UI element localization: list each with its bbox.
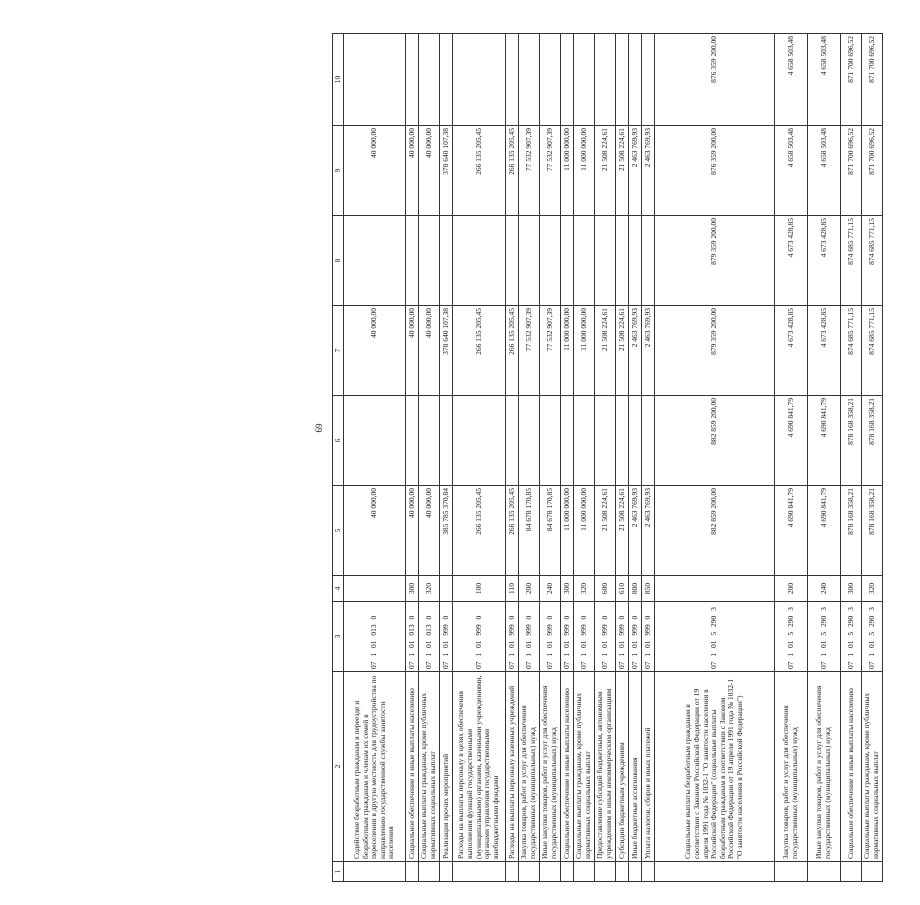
- cell-col6: [574, 396, 595, 486]
- cell-code: 07 1 01 999 0: [629, 602, 642, 672]
- cell-col10: [642, 34, 655, 126]
- cell-col1: [540, 862, 561, 882]
- cell-col8: [595, 216, 616, 306]
- cell-col8: 874 685 771,15: [862, 216, 883, 306]
- cell-col7: 4 673 428,85: [808, 306, 841, 396]
- cell-col1: [453, 862, 506, 882]
- cell-col6: 878 168 358,21: [841, 396, 862, 486]
- table-row: [440, 34, 453, 882]
- cell-col7: 874 685 771,15: [841, 306, 862, 396]
- table-row: [642, 34, 655, 882]
- cell-col5: 882 859 200,00: [655, 486, 775, 576]
- cell-col1: [775, 862, 808, 882]
- cell-name: Социальные выплаты гражданам, кроме публичных нормативных социальных выплат: [419, 672, 440, 862]
- cell-col8: [574, 216, 595, 306]
- cell-col8: [344, 216, 406, 306]
- col-header: 2: [333, 672, 344, 862]
- cell-col7: 2 463 769,93: [642, 306, 655, 396]
- cell-code: 07 1 01 013 0: [419, 602, 440, 672]
- cell-col8: [406, 216, 419, 306]
- cell-col6: [506, 396, 519, 486]
- cell-col6: [595, 396, 616, 486]
- cell-col9: 2 463 769,93: [629, 126, 642, 216]
- cell-expense-type: 110: [506, 576, 519, 602]
- cell-col8: [642, 216, 655, 306]
- cell-col6: [616, 396, 629, 486]
- cell-col7: 11 000 000,00: [574, 306, 595, 396]
- cell-col7: 378 640 107,38: [440, 306, 453, 396]
- cell-col1: [406, 862, 419, 882]
- cell-code: 07 1 01 999 0: [540, 602, 561, 672]
- cell-expense-type: [440, 576, 453, 602]
- cell-col10: [540, 34, 561, 126]
- cell-code: 07 1 01 999 0: [453, 602, 506, 672]
- cell-col6: 4 690 841,79: [775, 396, 808, 486]
- cell-expense-type: 100: [453, 576, 506, 602]
- cell-name: Закупка товаров, работ и услуг для обеспечения государственных (муниципальных) нужд: [519, 672, 540, 862]
- cell-col9: 266 135 205,45: [453, 126, 506, 216]
- cell-col6: [642, 396, 655, 486]
- cell-expense-type: 200: [519, 576, 540, 602]
- cell-name: Субсидии бюджетным учреждениям: [616, 672, 629, 862]
- cell-expense-type: 300: [841, 576, 862, 602]
- table-row: [616, 34, 629, 882]
- cell-name: Социальное обеспечение и иные выплаты населению: [561, 672, 574, 862]
- header-row: [333, 34, 344, 882]
- col-header: 9: [333, 126, 344, 216]
- cell-expense-type: 850: [642, 576, 655, 602]
- cell-code: 07 1 01 999 0: [506, 602, 519, 672]
- cell-col9: 11 000 000,00: [561, 126, 574, 216]
- col-header: 3: [333, 602, 344, 672]
- cell-col6: [519, 396, 540, 486]
- cell-col5: 21 508 224,61: [595, 486, 616, 576]
- col-header: 10: [333, 34, 344, 126]
- cell-expense-type: 200: [775, 576, 808, 602]
- cell-col10: [453, 34, 506, 126]
- cell-col6: 882 859 200,00: [655, 396, 775, 486]
- table-row: [406, 34, 419, 882]
- cell-col10: [629, 34, 642, 126]
- col-header: 4: [333, 576, 344, 602]
- cell-col1: [506, 862, 519, 882]
- cell-name: Социальное обеспечение и иные выплаты населению: [841, 672, 862, 862]
- cell-col7: 874 685 771,15: [862, 306, 883, 396]
- cell-col6: [540, 396, 561, 486]
- table-row: [453, 34, 506, 882]
- cell-expense-type: 320: [419, 576, 440, 602]
- cell-col10: [561, 34, 574, 126]
- table-row: [519, 34, 540, 882]
- cell-expense-type: 240: [540, 576, 561, 602]
- cell-col9: 871 700 696,52: [841, 126, 862, 216]
- cell-col1: [616, 862, 629, 882]
- cell-col10: 871 700 696,52: [841, 34, 862, 126]
- cell-col1: [595, 862, 616, 882]
- table-row: [841, 34, 862, 882]
- table-row: [506, 34, 519, 882]
- cell-expense-type: 300: [561, 576, 574, 602]
- cell-name: Социальное обеспечение и иные выплаты населению: [406, 672, 419, 862]
- cell-col8: 4 673 428,85: [775, 216, 808, 306]
- cell-col1: [862, 862, 883, 882]
- cell-col6: [406, 396, 419, 486]
- cell-col10: [574, 34, 595, 126]
- cell-col7: 40 000,00: [406, 306, 419, 396]
- cell-code: 07 1 01 999 0: [616, 602, 629, 672]
- table-row: [808, 34, 841, 882]
- cell-name: Предоставление субсидий бюджетным, автономным учреждениям и иным некоммерческим организациям: [595, 672, 616, 862]
- cell-code: 07 1 01 5 290 3: [841, 602, 862, 672]
- cell-col7: 879 359 200,00: [655, 306, 775, 396]
- cell-col10: [506, 34, 519, 126]
- cell-col7: 21 508 224,61: [595, 306, 616, 396]
- col-header: 6: [333, 396, 344, 486]
- cell-code: 07 1 01 999 0: [561, 602, 574, 672]
- cell-col5: 21 508 224,61: [616, 486, 629, 576]
- cell-col5: 11 000 000,00: [561, 486, 574, 576]
- cell-name: Содействие безработным гражданам в переезде и безработным гражданам и членам их семей в переселении в другую местность для трудоустройства по направлению государственной службы занятости населения: [344, 672, 406, 862]
- cell-col10: 876 359 200,00: [655, 34, 775, 126]
- cell-col1: [655, 862, 775, 882]
- cell-col8: 874 685 771,15: [841, 216, 862, 306]
- cell-name: Реализация прочих мероприятий: [440, 672, 453, 862]
- col-header: 1: [333, 862, 344, 882]
- cell-code: 07 1 01 999 0: [642, 602, 655, 672]
- cell-col5: 266 135 205,45: [506, 486, 519, 576]
- table-row: [775, 34, 808, 882]
- cell-expense-type: 600: [595, 576, 616, 602]
- cell-col5: 385 785 370,84: [440, 486, 453, 576]
- budget-table: [332, 33, 883, 882]
- col-header: 5: [333, 486, 344, 576]
- cell-col9: 4 658 503,48: [775, 126, 808, 216]
- cell-col9: 21 508 224,61: [616, 126, 629, 216]
- cell-col5: 84 678 170,85: [540, 486, 561, 576]
- cell-col7: 266 135 205,45: [453, 306, 506, 396]
- cell-col10: [344, 34, 406, 126]
- cell-col8: [519, 216, 540, 306]
- cell-col9: 4 658 503,48: [808, 126, 841, 216]
- cell-col1: [344, 862, 406, 882]
- cell-col7: 11 000 000,00: [561, 306, 574, 396]
- cell-col6: 878 168 358,21: [862, 396, 883, 486]
- cell-col9: 11 000 000,00: [574, 126, 595, 216]
- cell-col8: [616, 216, 629, 306]
- cell-name: Расходы на выплаты персоналу казенных учреждений: [506, 672, 519, 862]
- cell-name: Социальные выплаты гражданам, кроме публичных нормативных социальных выплат: [574, 672, 595, 862]
- cell-expense-type: 240: [808, 576, 841, 602]
- cell-expense-type: 610: [616, 576, 629, 602]
- cell-code: 07 1 01 5 290 3: [862, 602, 883, 672]
- table-row: [419, 34, 440, 882]
- cell-code: 07 1 01 5 290 3: [775, 602, 808, 672]
- cell-col8: [453, 216, 506, 306]
- cell-col8: [629, 216, 642, 306]
- cell-name: Иные бюджетные ассигнования: [629, 672, 642, 862]
- col-header: 8: [333, 216, 344, 306]
- cell-code: 07 1 01 013 0: [406, 602, 419, 672]
- table-row: [540, 34, 561, 882]
- cell-name: Расходы на выплаты персоналу в целях обеспечения выполнения функций государственными (муниципальными) органами, казенными учреждениями, органами управления государственными внебюджетными фондами: [453, 672, 506, 862]
- cell-code: 07 1 01 999 0: [440, 602, 453, 672]
- cell-name: Уплата налогов, сборов и иных платежей: [642, 672, 655, 862]
- cell-col8: [540, 216, 561, 306]
- cell-col9: 21 508 224,61: [595, 126, 616, 216]
- cell-col1: [629, 862, 642, 882]
- cell-code: 07 1 01 999 0: [595, 602, 616, 672]
- cell-col8: 879 359 200,00: [655, 216, 775, 306]
- cell-col8: [440, 216, 453, 306]
- cell-code: 07 1 01 5 290 3: [655, 602, 775, 672]
- table-row: [595, 34, 616, 882]
- cell-col8: [506, 216, 519, 306]
- cell-col1: [808, 862, 841, 882]
- cell-col6: [344, 396, 406, 486]
- cell-col7: 77 532 907,39: [519, 306, 540, 396]
- table-body: [344, 34, 883, 882]
- cell-col9: 77 532 907,39: [540, 126, 561, 216]
- cell-col9: 871 700 696,52: [862, 126, 883, 216]
- cell-col1: [440, 862, 453, 882]
- cell-col9: 40 000,00: [419, 126, 440, 216]
- cell-col5: 40 000,00: [406, 486, 419, 576]
- cell-col7: 2 463 769,93: [629, 306, 642, 396]
- table-row: [655, 34, 775, 882]
- cell-col5: 2 463 769,93: [629, 486, 642, 576]
- cell-name: Социальные выплаты безработным гражданам в соответствии с Законом Российской Федерации от 19 апреля 1991 года № 1032-1 "О занятости населения в Российской Федерации" (социальные выплаты безработным гражданам в соответствии с Законом Российской Федерации от 19 апреля 1991 года № 1032-1 "О занятости населения в Российской Федерации"): [655, 672, 775, 862]
- table-row: [344, 34, 406, 882]
- cell-col10: [595, 34, 616, 126]
- cell-col1: [419, 862, 440, 882]
- cell-col10: [406, 34, 419, 126]
- cell-col7: 77 532 907,39: [540, 306, 561, 396]
- cell-code: 07 1 01 5 290 3: [808, 602, 841, 672]
- cell-expense-type: 320: [574, 576, 595, 602]
- cell-col6: [561, 396, 574, 486]
- cell-col10: [419, 34, 440, 126]
- cell-name: Иные закупки товаров, работ и услуг для обеспечения государственных (муниципальных) нужд: [540, 672, 561, 862]
- cell-col6: [453, 396, 506, 486]
- cell-col1: [642, 862, 655, 882]
- cell-col5: 4 690 841,79: [775, 486, 808, 576]
- cell-col5: 2 463 769,93: [642, 486, 655, 576]
- cell-col5: 40 000,00: [344, 486, 406, 576]
- cell-col1: [519, 862, 540, 882]
- cell-expense-type: 320: [862, 576, 883, 602]
- cell-name: Закупка товаров, работ и услуг для обеспечения государственных (муниципальных) нужд: [775, 672, 808, 862]
- table-row: [862, 34, 883, 882]
- cell-col8: [561, 216, 574, 306]
- cell-col10: [440, 34, 453, 126]
- cell-col7: 4 673 428,85: [775, 306, 808, 396]
- rotated-table-wrapper: [332, 34, 920, 882]
- cell-col5: 40 000,00: [419, 486, 440, 576]
- cell-col8: 4 673 428,85: [808, 216, 841, 306]
- cell-expense-type: [344, 576, 406, 602]
- cell-col5: 266 135 205,45: [453, 486, 506, 576]
- cell-expense-type: 800: [629, 576, 642, 602]
- cell-col9: 876 359 200,00: [655, 126, 775, 216]
- cell-col5: 11 000 000,00: [574, 486, 595, 576]
- page-number: 69: [314, 423, 324, 433]
- cell-col9: 40 000,00: [406, 126, 419, 216]
- cell-col9: 40 000,00: [344, 126, 406, 216]
- cell-col10: 4 658 503,48: [808, 34, 841, 126]
- cell-name: Иные закупки товаров, работ и услуг для обеспечения государственных (муниципальных) нужд: [808, 672, 841, 862]
- cell-col1: [841, 862, 862, 882]
- cell-col7: 266 135 205,45: [506, 306, 519, 396]
- cell-col5: 878 168 358,21: [841, 486, 862, 576]
- cell-col5: 4 690 841,79: [808, 486, 841, 576]
- cell-col6: 4 690 841,79: [808, 396, 841, 486]
- cell-col6: [629, 396, 642, 486]
- cell-expense-type: 300: [406, 576, 419, 602]
- cell-col1: [561, 862, 574, 882]
- cell-col7: 21 508 224,61: [616, 306, 629, 396]
- cell-col8: [419, 216, 440, 306]
- cell-code: 07 1 01 999 0: [519, 602, 540, 672]
- cell-col10: [616, 34, 629, 126]
- table-row: [561, 34, 574, 882]
- cell-col9: 2 463 769,93: [642, 126, 655, 216]
- cell-col10: [519, 34, 540, 126]
- table-row: [574, 34, 595, 882]
- cell-code: 07 1 01 013 0: [344, 602, 406, 672]
- cell-col10: 871 700 696,52: [862, 34, 883, 126]
- cell-col1: [574, 862, 595, 882]
- cell-expense-type: [655, 576, 775, 602]
- cell-col7: 40 000,00: [344, 306, 406, 396]
- cell-col5: 84 678 170,85: [519, 486, 540, 576]
- cell-col9: 77 532 907,39: [519, 126, 540, 216]
- cell-col9: 266 135 205,45: [506, 126, 519, 216]
- cell-col10: 4 658 503,48: [775, 34, 808, 126]
- col-header: 7: [333, 306, 344, 396]
- cell-col6: [419, 396, 440, 486]
- cell-name: Социальные выплаты гражданам, кроме публичных нормативных социальных выплат: [862, 672, 883, 862]
- cell-col6: [440, 396, 453, 486]
- cell-col5: 878 168 358,21: [862, 486, 883, 576]
- cell-col9: 378 640 107,38: [440, 126, 453, 216]
- cell-col7: 40 000,00: [419, 306, 440, 396]
- table-row: [629, 34, 642, 882]
- cell-code: 07 1 01 999 0: [574, 602, 595, 672]
